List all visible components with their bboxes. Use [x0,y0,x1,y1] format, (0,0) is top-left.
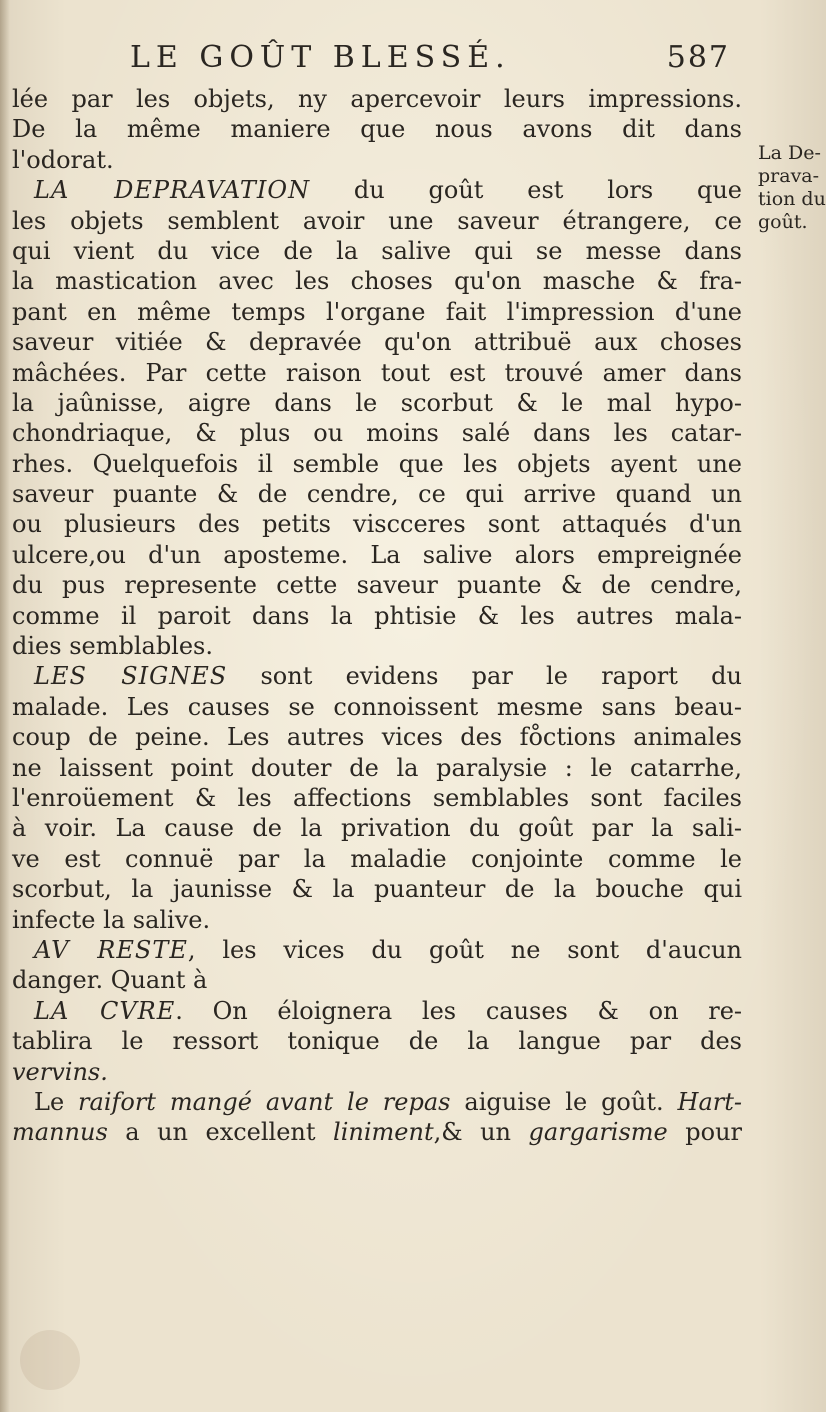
text-segment: infecte la salive. [12,905,211,934]
text-line [12,570,742,600]
text-line [12,661,742,691]
text-line [12,175,742,205]
margin-note-line: tion du [758,188,826,210]
text-segment: mâchées. Par cette raison tout est trouvé amer dans [12,358,742,387]
text-segment: . On éloignera les causes & on re- [175,996,743,1025]
text-segment: malade. Les causes se connoissent mesme sans beau- [12,692,742,721]
running-head [110,40,730,84]
text-line [12,1026,742,1056]
text-segment: comme il paroit dans la phtisie & les autres mala- [12,601,742,630]
text-segment: la jaûnisse, aigre dans le scorbut & le mal hypo- [12,388,742,417]
text-line [12,722,742,752]
text-line [12,965,742,995]
text-line [12,692,742,722]
text-segment: pant en même temps l'organe fait l'impression d'une [12,297,742,326]
text-line [12,509,742,539]
page-edge-shadow [0,0,10,1412]
body-text [12,84,742,1148]
margin-note-line: La De- [758,142,821,164]
text-segment: LA DEPRAVATION [34,176,311,205]
text-line [12,753,742,783]
text-segment: gargarisme [528,1118,668,1147]
text-segment: ulcere,ou d'un aposteme. La salive alors empreignée [12,540,742,569]
text-segment: raifort mangé avant le repas [78,1087,451,1116]
text-segment: l'odorat. [12,145,114,174]
text-segment: rhes. Quelquefois il semble que les objets ayent une [12,449,742,478]
text-line [12,905,742,935]
text-line [12,1057,742,1087]
text-line [12,479,742,509]
text-line [12,84,742,114]
text-segment: ou plusieurs des petits viscceres sont attaqués d'un [12,510,742,539]
text-segment: dies semblables. [12,632,213,661]
text-segment: chondriaque, & plus ou moins salé dans les catar- [12,419,742,448]
running-head-title: LE GOÛT BLESSÉ. [130,40,511,75]
text-line [12,297,742,327]
text-segment: AV RESTE [34,935,188,964]
text-segment: pour [667,1118,743,1147]
text-segment: les objets semblent avoir une saveur étrangere, ce [12,206,742,235]
text-segment: du goût est lors que [310,176,742,205]
text-line [12,114,742,144]
text-segment: LES SIGNES [34,662,228,691]
text-line [12,388,742,418]
text-segment: ,& un [433,1118,529,1147]
text-segment: tablira le ressort tonique de la langue par des [12,1027,742,1056]
text-segment: à voir. La cause de la privation du goût par la sali- [12,814,742,843]
text-line [12,874,742,904]
text-line [12,996,742,1026]
text-line [12,601,742,631]
text-segment: LA CVRE [34,996,176,1025]
text-segment: liniment [333,1118,434,1147]
paper-stain [20,1330,80,1390]
text-segment: mannus [12,1118,108,1147]
text-segment: du pus represente cette saveur puante & de cendre, [12,571,742,600]
text-line [12,206,742,236]
text-segment: a un excellent [107,1118,334,1147]
text-line [12,145,742,175]
margin-note [758,142,826,234]
text-segment: De la même maniere que nous avons dit dans [12,115,742,144]
text-segment: qui vient du vice de la salive qui se messe dans [12,236,742,265]
margin-note-line: prava- [758,165,820,187]
text-segment: ne laissent point douter de la paralysie : le catarrhe, [12,753,742,782]
text-segment: lée par les objets, ny apercevoir leurs impressions. [12,85,742,113]
text-segment: coup de peine. Les autres vices des fo̊ctions animales [12,723,742,752]
text-line [12,631,742,661]
text-line [12,844,742,874]
text-line [12,327,742,357]
text-line [12,1087,742,1117]
text-line [12,418,742,448]
text-segment: ve est connuë par la maladie conjointe comme le [12,844,742,873]
text-segment: vervins. [12,1057,108,1086]
text-segment: Hart- [677,1087,742,1116]
text-segment: l'enroüement & les affections semblables sont faciles [12,783,742,812]
text-segment: danger. Quant à [12,966,208,995]
text-line [12,813,742,843]
text-line [12,935,742,965]
text-line [12,783,742,813]
margin-note-line: goût. [758,211,808,233]
text-segment: la mastication avec les choses qu'on masche & fra- [12,267,742,296]
text-line [12,1117,742,1147]
text-segment: , les vices du goût ne sont d'aucun [187,935,743,964]
text-line [12,449,742,479]
text-segment: aiguise le goût. [450,1087,678,1116]
text-segment: sont evidens par le raport du [227,662,742,691]
text-line [12,266,742,296]
page-number: 587 [666,40,730,75]
text-segment: Le [34,1087,79,1116]
text-line [12,358,742,388]
text-segment: saveur puante & de cendre, ce qui arrive quand un [12,480,742,509]
text-segment: scorbut, la jaunisse & la puanteur de la bouche qui [12,875,742,904]
text-segment: saveur vitiée & depravée qu'on attribuë aux choses [12,328,742,357]
text-line [12,236,742,266]
text-line [12,540,742,570]
